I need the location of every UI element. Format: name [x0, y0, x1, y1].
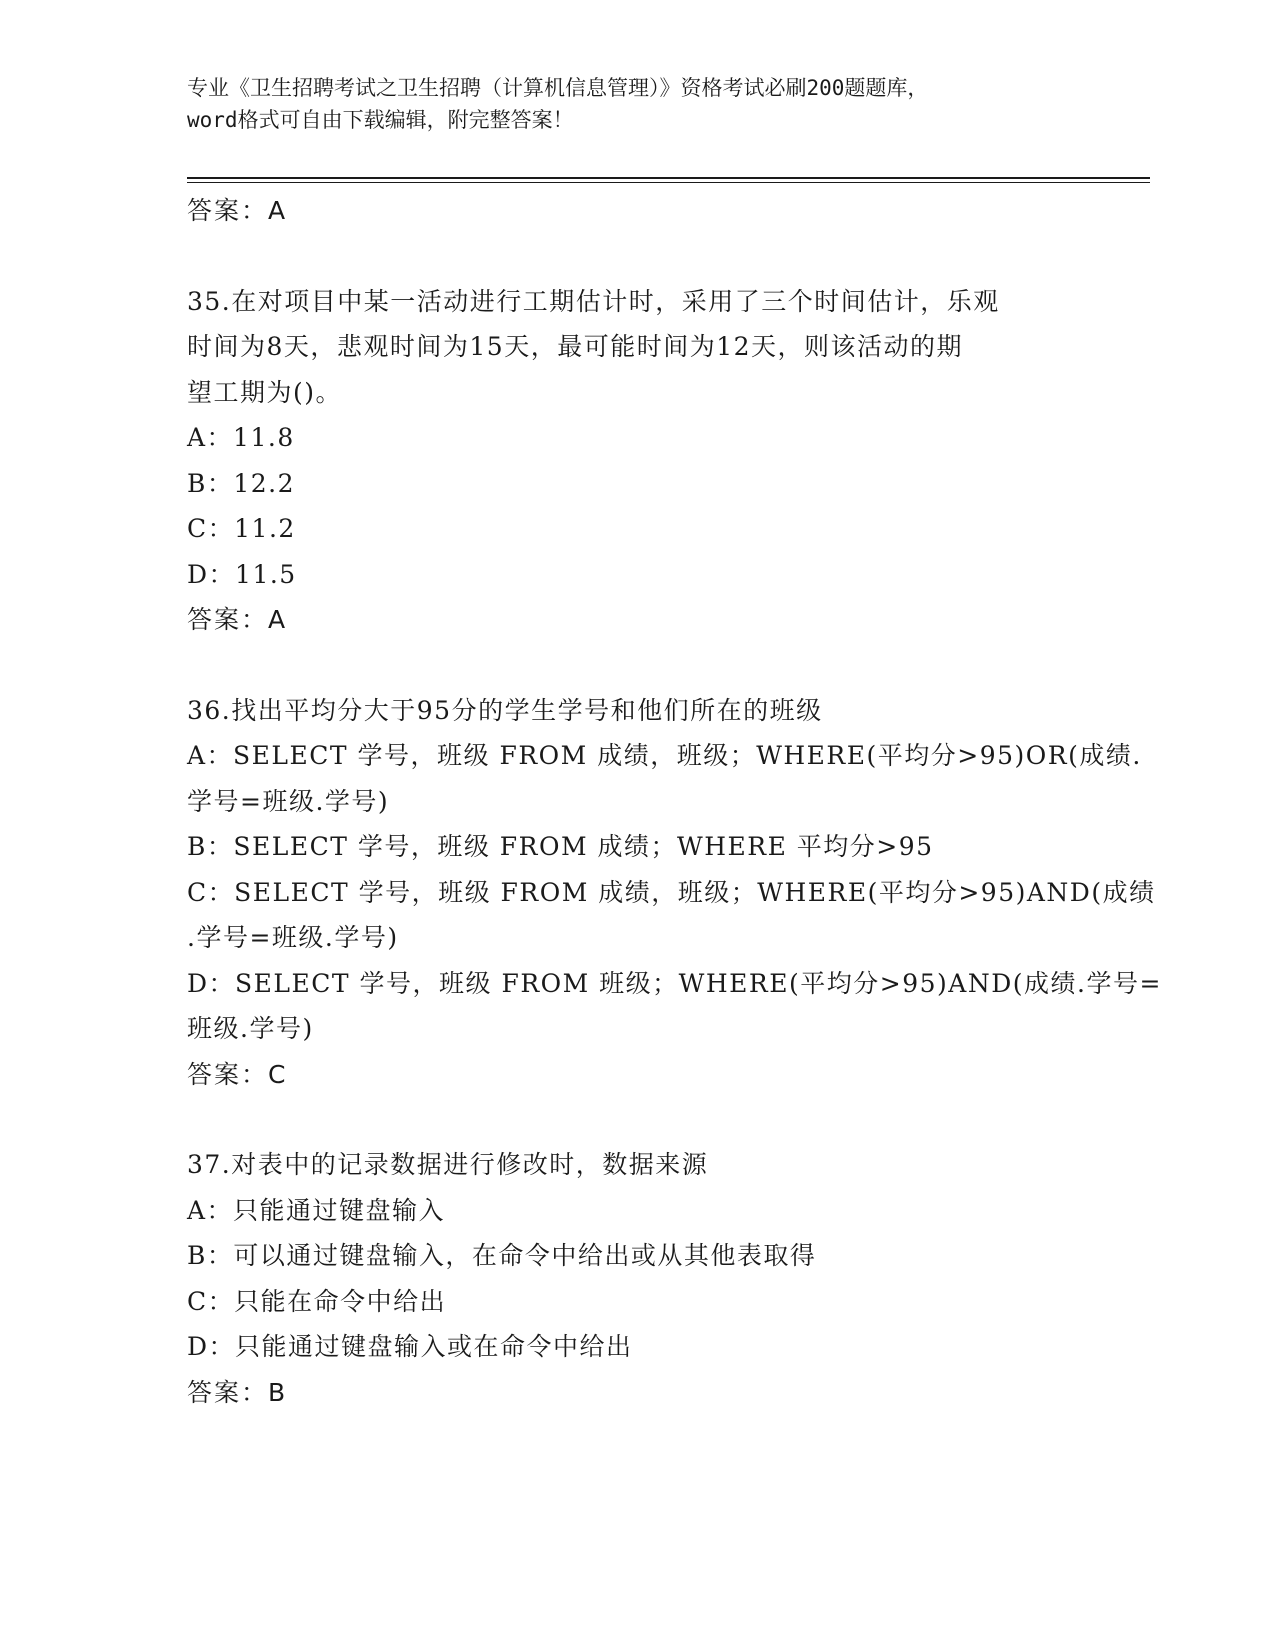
question-35: [187, 279, 1087, 643]
question-stem-line: 时间为8天，悲观时间为15天，最可能时间为12天，则该活动的期: [187, 332, 964, 361]
option-line: .学号=班级.学号): [187, 923, 399, 952]
question-36: [187, 688, 1162, 1098]
option-line: D：只能通过键盘输入或在命令中给出: [187, 1332, 633, 1361]
option-line: C：11.2: [187, 514, 296, 543]
option-line: D：11.5: [187, 559, 297, 589]
option-line: 班级.学号): [187, 1014, 314, 1043]
question-stem-line: 35.在对项目中某一活动进行工期估计时，采用了三个时间估计，乐观: [187, 286, 1000, 316]
answer-line: 答案：A: [187, 605, 288, 634]
option-line: 学号=班级.学号): [187, 786, 390, 816]
option-line: C：只能在命令中给出: [187, 1286, 447, 1316]
question-stem-line: 37.对表中的记录数据进行修改时，数据来源: [187, 1150, 709, 1179]
option-line: A：SELECT 学号，班级 FROM 成绩，班级；WHERE(平均分>95)OR(成绩.: [187, 741, 1142, 770]
question-37: [187, 1142, 1087, 1415]
question-stem-line: 36.找出平均分大于95分的学生学号和他们所在的班级: [187, 695, 823, 725]
option-line: B：SELECT 学号，班级 FROM 成绩；WHERE 平均分>95: [187, 832, 934, 861]
document-header: [187, 72, 1087, 136]
option-line: A：只能通过键盘输入: [187, 1195, 446, 1225]
option-line: A：11.8: [187, 423, 295, 452]
option-line: D：SELECT 学号，班级 FROM 班级；WHERE(平均分>95)AND(成绩.学号=: [187, 968, 1162, 998]
header-title-line-1: 专业《卫生招聘考试之卫生招聘（计算机信息管理）》资格考试必刷200题题库，: [187, 76, 929, 100]
option-line: C：SELECT 学号，班级 FROM 成绩，班级；WHERE(平均分>95)AND(成绩: [187, 877, 1156, 907]
option-line: B：可以通过键盘输入，在命令中给出或从其他表取得: [187, 1241, 817, 1270]
answer-line: 答案：C: [187, 1059, 288, 1089]
header-divider-thick: [187, 177, 1150, 179]
header-title-line-2: word格式可自由下载编辑，附完整答案！: [187, 108, 574, 132]
question-stem-line: 望工期为()。: [187, 377, 343, 407]
previous-answer: 答案：A: [187, 196, 288, 225]
option-line: B：12.2: [187, 468, 296, 498]
answer-line: 答案：B: [187, 1377, 288, 1407]
header-divider-thin: [187, 182, 1150, 183]
document-body: [187, 188, 1162, 1415]
